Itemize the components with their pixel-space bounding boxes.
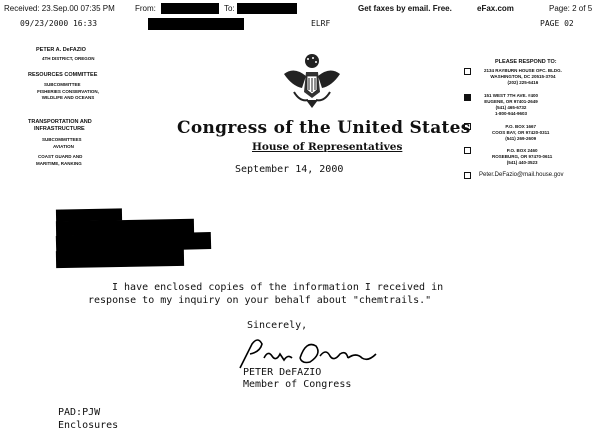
- letter-initials: PAD:PJW: [58, 407, 101, 418]
- committee-transportation-2: INFRASTRUCTURE: [34, 126, 85, 132]
- address-dc: 2134 RAYBURN HOUSE OFC. BLDG. WASHINGTON, DC 20515-3704 (202) 225-6416: [484, 68, 562, 85]
- fax-promo: Get faxes by email. Free.: [358, 4, 452, 13]
- checkbox-eugene: [464, 94, 471, 101]
- signer-name: PETER DeFAZIO: [243, 367, 322, 378]
- fax-page: PAGE 02: [540, 19, 574, 28]
- redaction-from: [161, 3, 219, 14]
- respond-heading: PLEASE RESPOND TO:: [495, 59, 557, 65]
- subcommittee-fisheries: FISHERIES CONSERVATION, WILDLIFE AND OCEANS: [37, 89, 99, 100]
- fax-from-label: From:: [135, 4, 156, 13]
- subcommittee-label-1: SUBCOMMITTEE: [44, 82, 81, 87]
- letter-closing: Sincerely,: [247, 320, 308, 331]
- fax-datetime: 09/23/2000 16:33: [20, 19, 98, 28]
- email-address: Peter.DeFazio@mail.house.gov: [479, 172, 564, 178]
- signature-icon: [236, 332, 386, 372]
- subcommittee-aviation: AVIATION: [53, 144, 74, 149]
- member-name: PETER A. DeFAZIO: [36, 47, 86, 53]
- letter-body-line1: I have enclosed copies of the information I received in: [112, 282, 444, 293]
- checkbox-coos-bay: [464, 123, 471, 130]
- fax-to-label: To:: [224, 4, 235, 13]
- signer-title: Member of Congress: [243, 379, 352, 390]
- committee-resources: RESOURCES COMMITTEE: [28, 72, 98, 78]
- subcommittee-maritime: MARITIME, RANKING: [36, 161, 82, 166]
- checkbox-email: [464, 172, 471, 179]
- letterhead-house: House of Representatives: [252, 141, 403, 153]
- fax-code: ELRF: [311, 19, 331, 28]
- letter-date: September 14, 2000: [235, 164, 344, 175]
- efax-logo: eFax.com: [477, 4, 514, 13]
- checkbox-dc: [464, 68, 471, 75]
- subcommittee-label-2: SUBCOMMITTEES: [42, 137, 82, 142]
- checkbox-roseburg: [464, 147, 471, 154]
- member-district: 4TH DISTRICT, OREGON: [42, 56, 95, 61]
- address-eugene: 151 WEST 7TH AVE. #400 EUGENE, OR 97401-2649 (541) 465-6732 1-800-944-9603: [484, 93, 539, 116]
- redaction-recipient-4: [56, 249, 184, 268]
- eagle-seal-icon: [280, 52, 344, 110]
- letter-body-line2: response to my inquiry on your behalf about "chemtrails.": [88, 295, 432, 306]
- fax-page-of: Page: 2 of 5: [549, 4, 593, 13]
- letter-enclosures: Enclosures: [58, 420, 119, 431]
- fax-received: Received: 23.Sep.00 07:35 PM: [4, 4, 115, 13]
- subcommittee-coast-guard: COAST GUARD AND: [38, 154, 83, 159]
- redaction-to: [237, 3, 297, 14]
- redaction-line2: [148, 18, 244, 30]
- committee-transportation-1: TRANSPORTATION AND: [28, 119, 92, 125]
- letterhead-congress: Congress of the United States: [177, 118, 471, 138]
- address-roseburg: P.O. BOX 2460 ROSEBURG, OR 97470-0611 (541) 440-3523: [492, 148, 553, 165]
- address-coos-bay: P.O. BOX 1667 COOS BAY, OR 97420-0311 (541) 269-2609: [492, 124, 550, 141]
